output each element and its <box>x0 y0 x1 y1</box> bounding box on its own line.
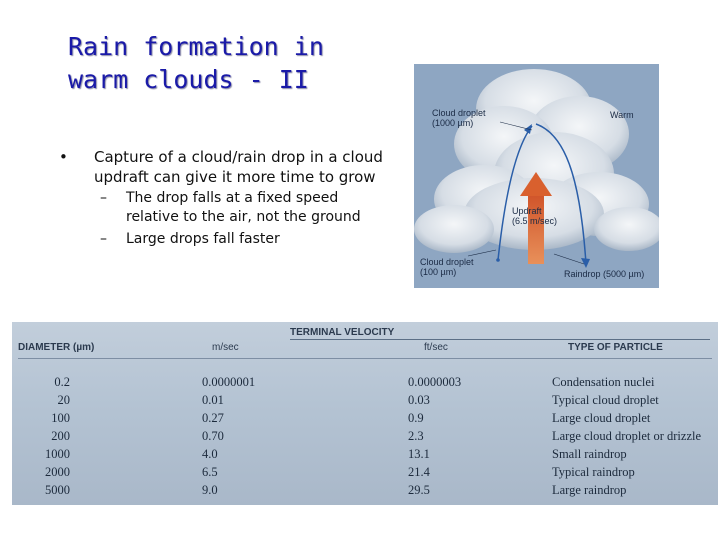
label-cloud-droplet-bottom: Cloud droplet (100 µm) <box>420 257 474 277</box>
cell-type: Small raindrop <box>552 447 627 461</box>
cloud-diagram <box>414 64 659 288</box>
label-updraft: Updraft (6.5 m/sec) <box>512 206 558 226</box>
cell-ms: 0.70 <box>202 429 224 443</box>
table-row <box>12 463 718 481</box>
cell-fts: 0.0000003 <box>408 375 462 389</box>
droplet-dot <box>496 258 500 262</box>
slide-title <box>68 30 368 96</box>
slide-title-line-2: warm clouds - II <box>68 65 309 94</box>
table-row <box>12 409 718 427</box>
table-row <box>12 481 718 499</box>
cell-fts: 2.3 <box>408 429 424 443</box>
cell-diameter: 100 <box>51 411 70 425</box>
cell-fts: 21.4 <box>408 465 430 479</box>
table-row <box>12 391 718 409</box>
terminal-velocity-table <box>12 322 718 505</box>
header-fts: ft/sec <box>424 342 448 353</box>
label-warm: Warm <box>610 110 634 120</box>
table-title: TERMINAL VELOCITY <box>290 327 395 338</box>
table-row <box>12 445 718 463</box>
header-diameter: DIAMETER (µm) <box>18 342 95 353</box>
cloud-illustration <box>414 64 659 288</box>
cell-ms: 0.01 <box>202 393 224 407</box>
cell-diameter: 200 <box>51 429 70 443</box>
sub-bullet-text: The drop falls at a fixed speed relative to the air, not the ground <box>126 190 361 225</box>
dash-icon: – <box>100 231 107 247</box>
cell-ms: 0.27 <box>202 411 224 425</box>
cell-ms: 4.0 <box>202 447 218 461</box>
header-ms: m/sec <box>212 342 239 353</box>
bullet-text: Capture of a cloud/rain drop in a cloud updraft can give it more time to grow <box>94 148 383 186</box>
cell-diameter: 1000 <box>45 447 70 461</box>
sub-bullet-item <box>56 189 386 227</box>
cell-diameter: 20 <box>57 393 70 407</box>
cell-ms: 9.0 <box>202 483 218 497</box>
cell-diameter: 2000 <box>45 465 70 479</box>
header-rule <box>18 358 712 359</box>
bullet-item <box>56 147 386 187</box>
header-type: TYPE OF PARTICLE <box>568 342 663 353</box>
bullet-dot-icon: • <box>59 148 68 166</box>
cell-fts: 29.5 <box>408 483 430 497</box>
cell-fts: 13.1 <box>408 447 430 461</box>
cell-type: Large raindrop <box>552 483 627 497</box>
cell-ms: 0.0000001 <box>202 375 256 389</box>
label-raindrop: Raindrop (5000 µm) <box>564 269 645 279</box>
table-row <box>12 373 718 391</box>
cell-type: Large cloud droplet <box>552 411 651 425</box>
slide-title-line-1: Rain formation in <box>68 32 324 61</box>
dash-icon: – <box>100 190 107 206</box>
path-arrowhead <box>581 258 590 268</box>
cell-ms: 6.5 <box>202 465 218 479</box>
cell-type: Typical cloud droplet <box>552 393 659 407</box>
cell-fts: 0.03 <box>408 393 430 407</box>
cell-diameter: 0.2 <box>54 375 70 389</box>
bullet-list <box>56 147 386 249</box>
cell-type: Typical raindrop <box>552 465 635 479</box>
sub-bullet-text: Large drops fall faster <box>126 231 280 247</box>
table-row <box>12 427 718 445</box>
cell-diameter: 5000 <box>45 483 70 497</box>
sub-bullet-item <box>56 230 386 249</box>
cell-fts: 0.9 <box>408 411 424 425</box>
cell-type: Condensation nuclei <box>552 375 655 389</box>
cell-type: Large cloud droplet or drizzle <box>552 429 702 443</box>
label-cloud-droplet-top: Cloud droplet (1000 µm) <box>432 108 486 128</box>
table-title-rule <box>290 339 710 340</box>
